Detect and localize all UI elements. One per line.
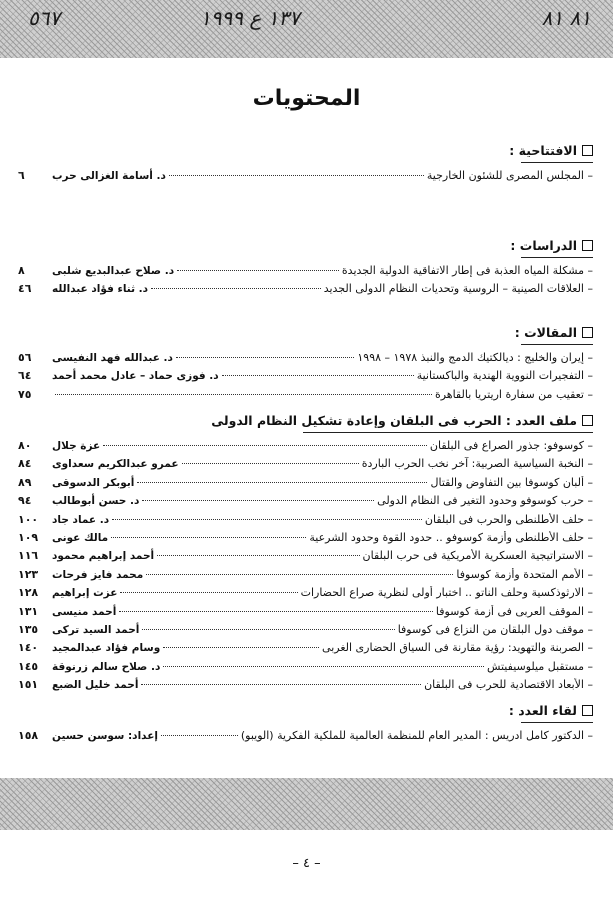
entry-title: – مستقبل ميلوسيفيتش xyxy=(486,659,593,673)
entry-author: د. فوزى حماد – عادل محمد أحمد xyxy=(52,370,219,383)
leader-dots xyxy=(151,288,321,289)
entry-author: أحمد خليل الضبع xyxy=(52,679,139,692)
leader-dots xyxy=(141,684,421,685)
section-heading xyxy=(18,235,593,255)
entry-page-number: ٨ xyxy=(18,264,25,277)
entry-author: عمرو عبدالكريم سعداوى xyxy=(52,458,179,471)
entry-title: – المجلس المصرى للشئون الخارجية xyxy=(426,169,593,182)
contents-entry xyxy=(18,351,593,369)
checkbox-square-icon xyxy=(582,145,593,156)
contents-entry xyxy=(18,531,593,549)
section-heading-rule xyxy=(521,722,593,723)
entry-title: – حلف الأطلنطى والحرب فى البلقان xyxy=(424,512,593,526)
section-1 xyxy=(18,235,593,301)
leader-dots xyxy=(112,519,422,520)
contents-entry xyxy=(18,513,593,531)
entry-page-number: ١٢٣ xyxy=(18,567,39,581)
contents-entry xyxy=(18,388,593,406)
leader-dots xyxy=(55,394,432,395)
contents-entry xyxy=(18,169,593,187)
section-heading-rule xyxy=(521,162,593,163)
checkbox-square-icon xyxy=(582,415,593,426)
entry-author: مالك عونى xyxy=(52,531,109,544)
entry-title: – موقف دول البلقان من النزاع فى كوسوفا xyxy=(397,622,593,636)
handwritten-note-middle: ١٣٧ ع ١٩٩٩ xyxy=(200,6,300,30)
entry-page-number: ١٥١ xyxy=(18,678,39,692)
checkbox-square-icon xyxy=(582,327,593,338)
entry-author: أحمد منيسى xyxy=(52,605,117,618)
leader-dots xyxy=(146,574,453,575)
section-heading xyxy=(18,410,593,430)
section-heading-rule xyxy=(521,344,593,345)
leader-dots xyxy=(120,592,297,593)
entry-page-number: ٨٠ xyxy=(18,439,32,452)
section-heading-text: الدراسات : xyxy=(510,237,577,253)
section-heading-rule xyxy=(303,432,593,433)
entry-title: – حلف الأطلنطى وأزمة كوسوفو .. حدود القوة وحدود الشرعية xyxy=(309,530,593,544)
entry-page-number: ٧٥ xyxy=(18,387,32,401)
entry-page-number: ١٠٩ xyxy=(18,530,39,544)
section-heading xyxy=(18,322,593,342)
contents-entry xyxy=(18,494,593,512)
contents-entry xyxy=(18,264,593,282)
leader-dots xyxy=(176,357,354,358)
entry-page-number: ٨٩ xyxy=(18,475,32,489)
entry-title: – الدكتور كامل ادريس : المدير العام للمنظمة العالمية للملكية الفكرية (الويبو) xyxy=(240,729,593,742)
entry-title: – العلاقات الصينية – الروسية وتحديات النظام الدولى الجديد xyxy=(323,282,593,296)
entry-page-number: ١٣١ xyxy=(18,604,39,618)
contents-entry xyxy=(18,476,593,494)
entry-title: – الارثوذكسية وحلف الناتو .. اختبار أولى لنظرية صراع الحضارات xyxy=(300,586,593,600)
entry-title: – مشكلة المياه العذبة فى إطار الاتفاقية الدولية الجديدة xyxy=(341,264,593,277)
contents-entry xyxy=(18,729,593,747)
entry-title: – النخبة السياسية الصربية: آخر نخب الحرب الباردة xyxy=(361,457,593,471)
entry-title: – التفجيرات النووية الهندية والباكستانية xyxy=(416,369,593,383)
entry-page-number: ١٤٠ xyxy=(18,641,39,655)
leader-dots xyxy=(103,445,427,446)
entry-author: إعداد: سوسن حسين xyxy=(52,730,159,742)
contents-entry xyxy=(18,641,593,659)
contents-entry xyxy=(18,568,593,586)
section-0 xyxy=(18,140,593,187)
leader-dots xyxy=(119,611,433,612)
entry-page-number: ٤٦ xyxy=(18,282,32,296)
section-3 xyxy=(18,410,593,696)
leader-dots xyxy=(111,537,306,538)
contents-entry xyxy=(18,623,593,641)
section-heading xyxy=(18,700,593,720)
entry-page-number: ٥٦ xyxy=(18,351,32,364)
section-heading xyxy=(18,140,593,160)
entry-author: محمد فايز فرحات xyxy=(52,568,144,581)
leader-dots xyxy=(142,629,394,630)
section-heading-text: المقالات : xyxy=(514,324,577,340)
contents-entry xyxy=(18,660,593,678)
leader-dots xyxy=(177,270,339,271)
section-2 xyxy=(18,322,593,406)
entry-author: وسام فؤاد عبدالمجيد xyxy=(52,642,161,655)
entry-page-number: ١١٦ xyxy=(18,549,39,563)
entry-author: د. صلاح عبدالبديع شلبى xyxy=(52,265,175,277)
leader-dots xyxy=(157,555,359,556)
entry-title: – الصربنة والتهويد: رؤية مقارنة فى السياق الحضارى الغربى xyxy=(322,641,593,655)
entry-author: د. أسامة الغزالى حرب xyxy=(52,170,166,182)
entry-title: – الاستراتيجية العسكرية الأمريكية فى حرب البلقان xyxy=(362,549,593,563)
entry-author: د. صلاح سالم زرنوقة xyxy=(52,660,161,673)
entry-title: – ألبان كوسوفا بين التفاوض والقتال xyxy=(430,475,593,489)
contents-entry xyxy=(18,678,593,696)
entry-title: – الأمم المتحدة وأزمة كوسوفا xyxy=(456,567,593,581)
leader-dots xyxy=(169,175,424,176)
page-title: المحتويات xyxy=(252,86,361,111)
contents-entry xyxy=(18,457,593,475)
leader-dots xyxy=(182,463,359,464)
entry-page-number: ٨٤ xyxy=(18,457,32,471)
entry-author: أحمد السيد تركى xyxy=(52,623,140,636)
entry-author: عزة جلال xyxy=(52,440,101,452)
checkbox-square-icon xyxy=(582,705,593,716)
entry-page-number: ١٤٥ xyxy=(18,659,39,673)
entry-title: – الأبعاد الاقتصادية للحرب فى البلقان xyxy=(424,678,593,692)
entry-title: – تعقيب من سفارة اريتريا بالقاهرة xyxy=(434,387,593,401)
contents-entry xyxy=(18,369,593,387)
contents-entry xyxy=(18,586,593,604)
leader-dots xyxy=(222,375,414,376)
section-heading-text: لقاء العدد : xyxy=(508,702,577,718)
contents-entry xyxy=(18,549,593,567)
entry-page-number: ٦٤ xyxy=(18,369,32,383)
contents-entry xyxy=(18,439,593,457)
leader-dots xyxy=(142,500,374,501)
entry-title: – الموقف العربى فى أزمة كوسوفا xyxy=(435,604,593,618)
entry-page-number: ١٥٨ xyxy=(18,729,39,742)
checkbox-square-icon xyxy=(582,240,593,251)
leader-dots xyxy=(137,482,427,483)
entry-author: أحمد إبراهيم محمود xyxy=(52,550,155,563)
entry-author: د. حسن أبوطالب xyxy=(52,495,140,508)
entry-title: – كوسوفو: جذور الصراع فى البلقان xyxy=(429,439,593,452)
entry-page-number: ٩٤ xyxy=(18,494,32,508)
entry-page-number: ٦ xyxy=(18,169,25,182)
entry-author: عزت إبراهيم xyxy=(52,587,118,600)
top-scan-band xyxy=(0,0,613,58)
entry-author: د. عماد جاد xyxy=(52,513,110,526)
entry-author: أبوبكر الدسوقى xyxy=(52,476,135,489)
entry-author: د. ثناء فؤاد عبدالله xyxy=(52,283,149,296)
page-number: – ٤ – xyxy=(292,856,321,871)
entry-title: – حرب كوسوفو وحدود التغير فى النظام الدولى xyxy=(377,494,593,508)
contents-entry xyxy=(18,282,593,300)
section-heading-text: ملف العدد : الحرب فى البلقان وإعادة تشكيل النظام الدولى xyxy=(211,412,577,428)
bottom-scan-band xyxy=(0,778,613,830)
section-heading-rule xyxy=(521,257,593,258)
entry-author: د. عبدالله فهد النفيسى xyxy=(52,352,173,364)
section-heading-text: الافتتاحية : xyxy=(509,142,577,158)
section-4 xyxy=(18,700,593,747)
leader-dots xyxy=(163,647,319,648)
entry-page-number: ١٣٥ xyxy=(18,622,39,636)
handwritten-note-left: ٥٦٧ xyxy=(28,6,61,30)
entry-page-number: ١٢٨ xyxy=(18,586,39,600)
contents-entry xyxy=(18,605,593,623)
leader-dots xyxy=(163,666,484,667)
handwritten-note-right: ٨١ ٨١ xyxy=(541,6,591,30)
entry-title: – إيران والخليج : ديالكتيك الدمج والنبذ ١٩٧٨ – ١٩٩٨ xyxy=(357,351,593,364)
leader-dots xyxy=(161,735,238,736)
entry-page-number: ١٠٠ xyxy=(18,512,39,526)
